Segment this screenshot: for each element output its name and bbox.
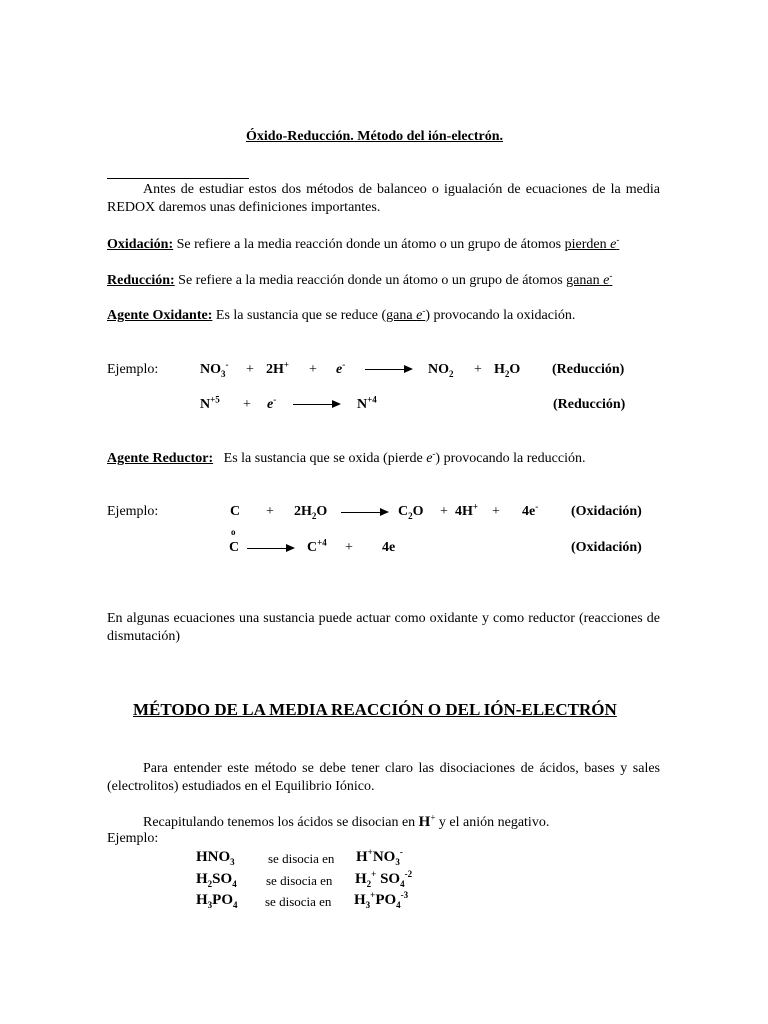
- dismutacion-paragraph: En algunas ecuaciones una sustancia puede actuar como oxidante y como reductor (reacciones de dismutación): [107, 611, 660, 644]
- plus-sign: +: [266, 504, 274, 519]
- plus-sign: +: [243, 397, 251, 412]
- formula-c2o: $C_2O$: [398, 504, 424, 521]
- document-title: Óxido-Reducción. Método del ión-electrón.: [246, 129, 504, 144]
- recap-line: Recapitulando tenemos los ácidos se disocian en H+ y el anión negativo.: [143, 812, 550, 830]
- label-oxidacion: (Oxidación): [571, 504, 642, 519]
- formula-c4: $C^{+4}$: [307, 537, 327, 555]
- acid-products-h2so4: $H_2^+$ $SO_4^{-2}$: [355, 869, 413, 889]
- acid-formula-h3po4: $H_3PO_4$: [196, 892, 238, 910]
- formula-2h2o: $2H_2O$: [294, 504, 328, 521]
- formula-c: C: [230, 504, 241, 519]
- ejemplo-label-2: Ejemplo:: [107, 504, 159, 519]
- plus-sign: +: [246, 362, 254, 377]
- plus-sign: +: [440, 504, 448, 519]
- verb-pierden: pierden e-: [564, 234, 620, 252]
- definition-text: Se refiere a la media reacción donde un átomo o un grupo de átomos: [174, 273, 567, 288]
- acid-label: se disocia en: [265, 894, 332, 909]
- electron: e-: [267, 394, 277, 412]
- reaction-arrow: [365, 369, 411, 370]
- definition-text: Se refiere a la media reacción donde un átomo o un grupo de átomos: [173, 237, 565, 252]
- section-title: MÉTODO DE LA MEDIA REACCIÓN O DEL IÓN-ELECTRÓN: [133, 700, 617, 719]
- formula-no2: $NO_2$: [428, 362, 454, 379]
- ejemplo-label-3: Ejemplo:: [107, 831, 159, 846]
- definition-text: Es la sustancia que se oxida (pierde: [223, 451, 427, 466]
- formula-h2o: $H_2O$: [494, 362, 521, 379]
- acid-formula-h2so4: $H_2SO_4$: [196, 871, 237, 889]
- oxidation-zero-mark: o: [231, 527, 236, 537]
- definition-agente-oxidante: [107, 307, 575, 325]
- separator-rule: [107, 178, 249, 179]
- label-reduccion: (Reducción): [552, 362, 625, 377]
- definition-oxidacion: [107, 236, 619, 254]
- term-agente-oxidante: Agente Oxidante:: [107, 308, 213, 323]
- definition-text: ) provocando la oxidación.: [425, 308, 576, 323]
- formula-n5: $N^{+5}$: [200, 394, 220, 412]
- label-reduccion: (Reducción): [553, 397, 626, 412]
- plus-sign: +: [345, 540, 353, 555]
- ejemplo-label-1: Ejemplo:: [107, 362, 159, 377]
- formula-c0: C: [229, 540, 240, 555]
- definition-reduccion: [107, 272, 612, 290]
- plus-sign: +: [309, 362, 317, 377]
- acid-formula-hno3: $HNO_3$: [196, 849, 235, 867]
- verb-ganan: ganan e-: [566, 270, 613, 288]
- acid-products-hno3: $H^+NO_3^-$: [356, 847, 403, 867]
- formula-no3: $NO_3^-$: [200, 359, 229, 379]
- plus-sign: +: [474, 362, 482, 377]
- intro-paragraph: Antes de estudiar estos dos métodos de balanceo o igualación de ecuaciones de la media REDOX daremos unas definiciones importantes.: [107, 182, 660, 215]
- formula-n4: $N^{+4}$: [357, 394, 377, 412]
- gana-e: gana e-: [386, 305, 426, 323]
- reaction-arrow: [341, 512, 387, 513]
- term-oxidacion: Oxidación:: [107, 237, 174, 252]
- para-entender-paragraph: Para entender este método se debe tener claro las disociaciones de ácidos, bases y sales (electrolitos) estudiados en el Equilibrio Iónico.: [107, 761, 660, 794]
- term-reduccion: Reducción:: [107, 273, 175, 288]
- definition-agente-reductor: Agente Reductor: Es la sustancia que se oxida (pierde e-) provocando la reducción.: [107, 448, 586, 466]
- formula-4h: 4H+: [455, 501, 479, 519]
- definition-text: ) provocando la reducción.: [435, 451, 586, 466]
- acid-label: se disocia en: [268, 851, 335, 866]
- term-agente-reductor: Agente Reductor:: [107, 451, 214, 466]
- electron-4e: 4e: [382, 540, 396, 555]
- formula-2h: 2H+: [266, 359, 290, 377]
- definition-text: Es la sustancia que se reduce (: [212, 308, 387, 323]
- acid-products-h3po4: $H_3^+PO_4^{-3}$: [354, 890, 409, 910]
- electron-4e: 4e-: [522, 501, 539, 519]
- reaction-arrow: [247, 548, 293, 549]
- acid-label: se disocia en: [266, 873, 333, 888]
- label-oxidacion: (Oxidación): [571, 540, 642, 555]
- plus-sign: +: [492, 504, 500, 519]
- electron: e-: [336, 359, 346, 377]
- reaction-arrow: [293, 404, 339, 405]
